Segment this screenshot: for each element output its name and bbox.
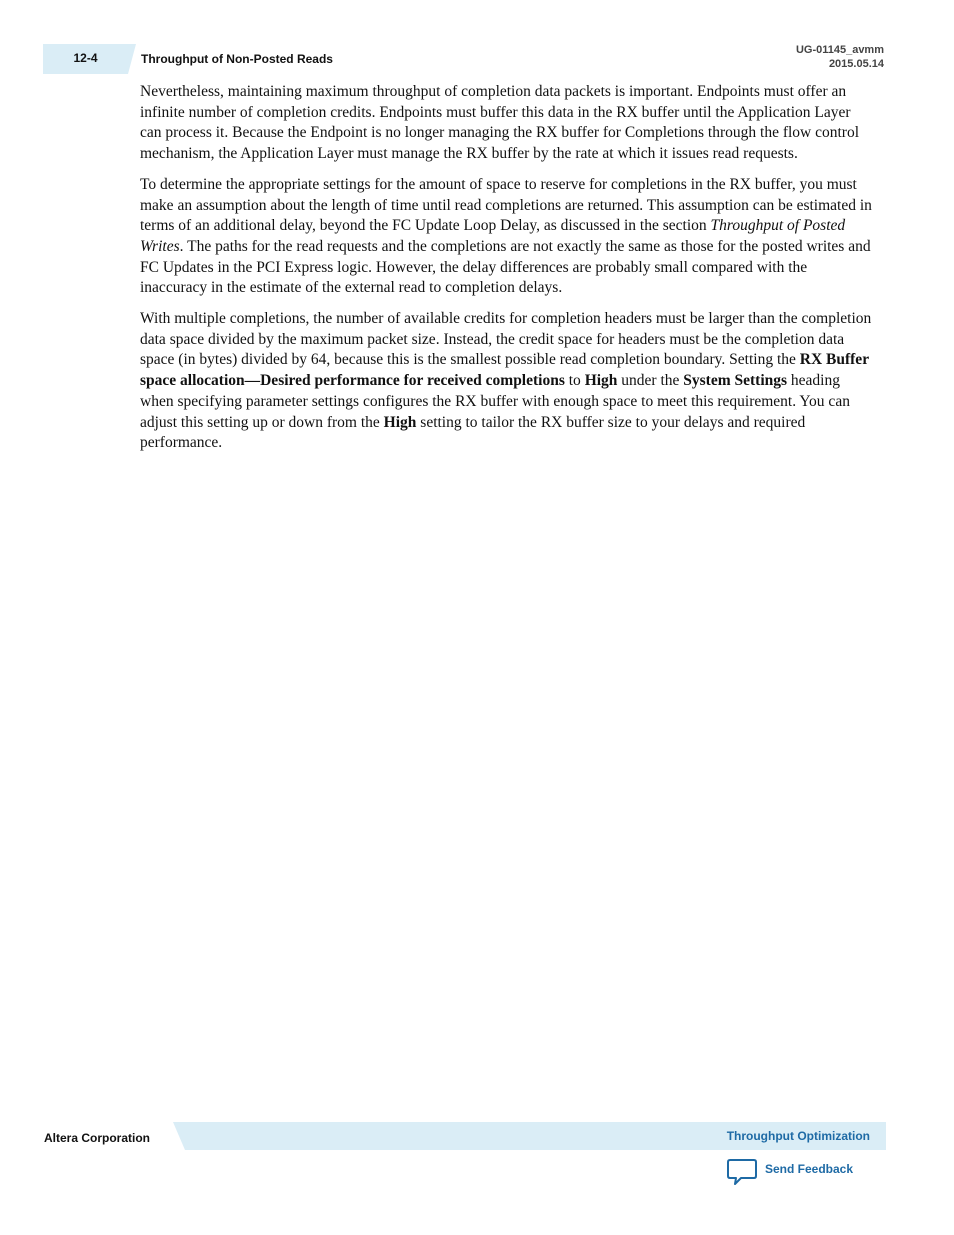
body-text (140, 82, 874, 464)
paragraph-3-text-e: setting to tailor the RX buffer size to your delays and required performance. (140, 413, 806, 452)
footer-company: Altera Corporation (44, 1131, 151, 1145)
footer-chapter-title: Throughput Optimization (726, 1129, 870, 1143)
page-number: 12-4 (73, 51, 98, 65)
rx-buffer-setting-name: RX Buffer space allocation—Desired performance for received completions (140, 351, 869, 390)
paragraph-3-text-d: heading when specifying parameter settings configures the RX buffer with enough space to meet this requirement. You can adjust this setting up or down from the (140, 372, 850, 431)
paragraph-3-text-b: to (564, 372, 585, 390)
paragraph-2 (140, 175, 874, 299)
paragraph-2-text-b: . The paths for the read requests and the completions are not exactly the same as those for the posted writes and FC Updates in the PCI Express logic. However, the delay differences are probably small compared with the inaccuracy in the estimate of the external read to completion delays. (140, 237, 871, 297)
speech-bubble-icon (727, 1158, 757, 1191)
document-date: 2015.05.14 (828, 58, 884, 70)
paragraph-1 (140, 82, 874, 165)
paragraph-3-text-c: under the (617, 372, 684, 390)
send-feedback-link[interactable] (727, 1158, 853, 1186)
document-meta (796, 43, 884, 71)
posted-writes-reference: Throughput of Posted Writes (140, 217, 846, 255)
paragraph-1-text: Nevertheless, maintaining maximum throughput of completion data packets is important. Endpoints must offer an infinite number of completion credits. Endpoints must buffer this data in the RX buffer until the Application Layer can process it. Because the Endpoint is no longer managing the RX buffer for Completions through the flow control mechanism, the Application Layer must manage the RX buffer by the rate at which it issues read requests. (140, 83, 860, 163)
high-value: High (584, 372, 618, 390)
document-id: UG-01145_avmm (795, 44, 884, 56)
paragraph-3-text-a: With multiple completions, the number of available credits for completion headers must be larger than the completion data space divided by the maximum packet size. Instead, the credit space for headers must be the completion data space (in bytes) divided by 64, because this is the smallest possible read completion boundary. Setting the (140, 310, 872, 369)
page-number-tab (43, 44, 128, 74)
paragraph-3 (140, 309, 874, 454)
high-value-2: High (383, 413, 417, 431)
system-settings-heading: System Settings (683, 372, 788, 390)
paragraph-2-text-a: To determine the appropriate settings for the amount of space to reserve for completions in the RX buffer, you must make an assumption about the length of time until read completions are returned. This assumption can be estimated in terms of an additional delay, beyond the FC Update Loop Delay, as discussed in the section (140, 175, 872, 235)
footer-band (173, 1122, 886, 1150)
send-feedback-label: Send Feedback (765, 1162, 854, 1176)
section-title: Throughput of Non-Posted Reads (141, 52, 333, 66)
